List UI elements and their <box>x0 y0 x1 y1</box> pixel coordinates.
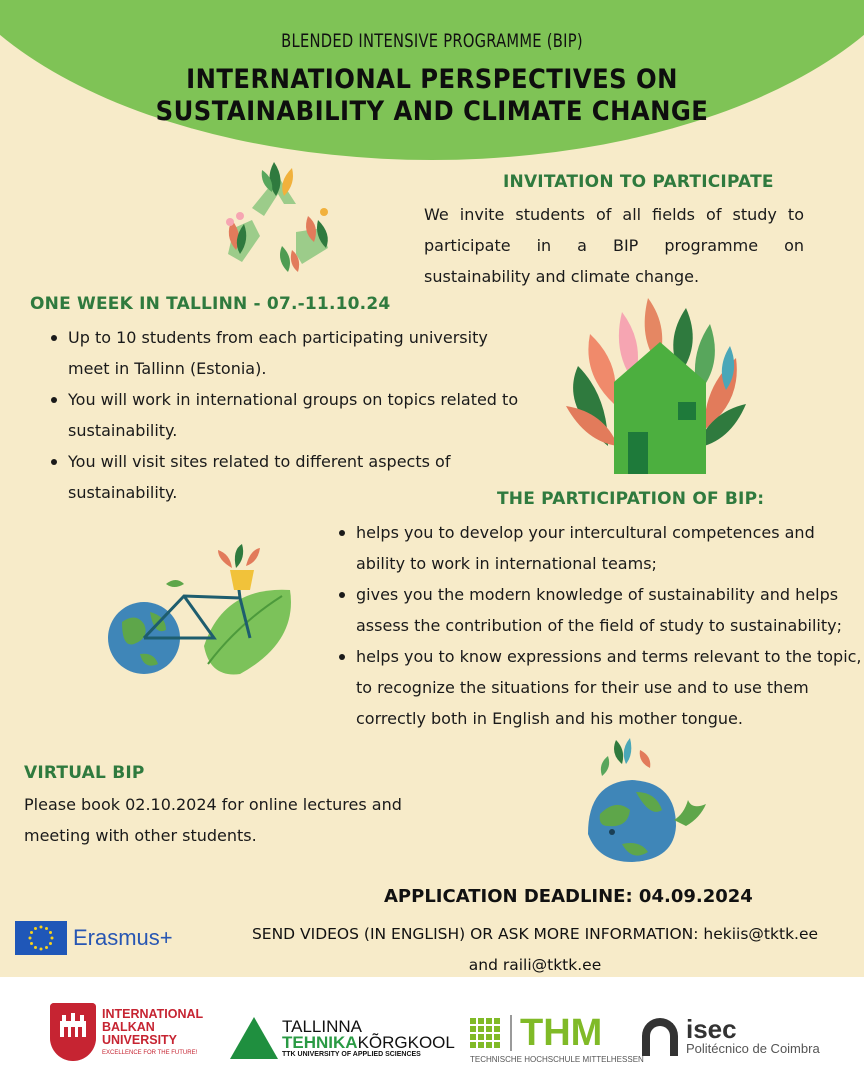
participation-heading: THE PARTICIPATION OF BIP: <box>497 489 765 509</box>
thm-name: THM <box>510 1015 602 1051</box>
thm-logo <box>470 1012 644 1064</box>
ttk-line-2b: KÕRGKOOL <box>357 1032 455 1052</box>
ibu-name-line-3: UNIVERSITY <box>102 1033 178 1047</box>
ttk-logo <box>230 1017 455 1059</box>
ibu-shield-icon <box>50 1003 96 1061</box>
ibu-name-line-2: BALKAN <box>102 1020 155 1034</box>
ibu-logo <box>50 1003 203 1061</box>
erasmus-logo <box>15 920 173 956</box>
earth-bicycle-illustration <box>104 538 300 680</box>
invitation-text: We invite students of all fields of study to participate in a BIP programme on sustainability and climate change. <box>424 205 804 286</box>
list-item: gives you the modern knowledge of sustainability and helps assess the contribution of the field of study to sustainability; <box>318 579 864 641</box>
isec-subtitle: Politécnico de Coimbra <box>686 1041 820 1056</box>
contact-info: SEND VIDEOS (IN ENGLISH) OR ASK MORE INFORMATION: hekiis@tktk.ee and raili@tktk.ee <box>251 925 819 974</box>
eu-flag-icon <box>15 921 67 955</box>
title-line-2: SUSTAINABILITY AND CLIMATE CHANGE <box>155 96 709 127</box>
ttk-line-3: TTK UNIVERSITY OF APPLIED SCIENCES <box>282 1050 421 1058</box>
virtual-text: Please book 02.10.2024 for online lectures and meeting with other students. <box>24 795 402 845</box>
thm-dots-icon <box>470 1018 500 1048</box>
application-deadline: APPLICATION DEADLINE: 04.09.2024 <box>384 886 753 907</box>
list-item: helps you to develop your intercultural competences and ability to work in international teams; <box>318 517 864 579</box>
erasmus-label: Erasmus+ <box>73 925 173 950</box>
title-line-1: INTERNATIONAL PERSPECTIVES ON <box>186 64 678 95</box>
tallinn-list <box>30 322 530 508</box>
ibu-name-line-1: INTERNATIONAL <box>102 1007 204 1021</box>
list-item: helps you to know expressions and terms relevant to the topic, to recognize the situations for their use and to use them correctly both in English and his mother tongue. <box>318 641 864 734</box>
ttk-line-1: TALLINNA <box>282 1016 362 1036</box>
recycle-plants-illustration <box>212 158 344 278</box>
ibu-tagline: EXCELLENCE FOR THE FUTURE! <box>102 1050 198 1056</box>
isec-name: isec <box>686 1014 737 1044</box>
thm-subtitle: TECHNISCHE HOCHSCHULE MITTELHESSEN <box>470 1055 644 1064</box>
isec-arch-icon <box>642 1018 678 1056</box>
participation-list <box>318 517 864 734</box>
green-house-illustration <box>560 294 756 476</box>
programme-kicker: BLENDED INTENSIVE PROGRAMME (BIP) <box>281 30 583 52</box>
isec-logo <box>642 1014 820 1056</box>
list-item: You will visit sites related to different aspects of sustainability. <box>30 446 530 508</box>
list-item: Up to 10 students from each participating university meet in Tallinn (Estonia). <box>30 322 530 384</box>
partner-logos-footer <box>0 977 864 1080</box>
virtual-heading: VIRTUAL BIP <box>24 763 145 783</box>
ttk-line-2a: TEHNIKA <box>282 1032 358 1052</box>
ttk-triangle-icon <box>230 1017 278 1059</box>
invitation-heading: INVITATION TO PARTICIPATE <box>503 172 774 192</box>
earth-whale-illustration <box>582 736 708 868</box>
tallinn-heading: ONE WEEK IN TALLINN - 07.-11.10.24 <box>30 294 391 314</box>
list-item: You will work in international groups on topics related to sustainability. <box>30 384 530 446</box>
